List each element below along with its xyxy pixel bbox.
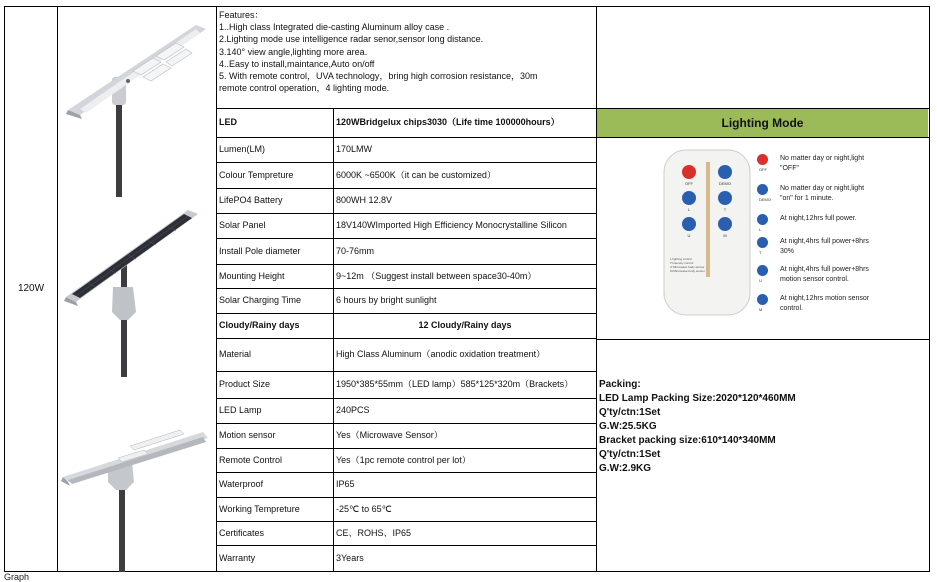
lighting-mode-item bbox=[760, 237, 925, 263]
spec-value: Yes（1pc remote control per lot） bbox=[336, 454, 471, 465]
spec-value: CE、ROHS、IP65 bbox=[336, 527, 412, 538]
spec-label: Solar Panel bbox=[219, 220, 266, 230]
spec-value: 6 hours by bright sunlight bbox=[336, 295, 437, 305]
spec-label: LED bbox=[219, 117, 237, 127]
packing-line: Packing: bbox=[599, 379, 641, 390]
mode-description-line: "OFF" bbox=[780, 165, 799, 172]
spec-label: Solar Charging Time bbox=[219, 295, 302, 305]
sensor-icon bbox=[757, 265, 768, 276]
spec-value: 9~12m （Suggest install between space30-40m） bbox=[336, 270, 537, 281]
mode-description-line: motion sensor control. bbox=[780, 276, 849, 283]
remote-button-label: T bbox=[723, 207, 727, 212]
remote-button-label: L bbox=[687, 207, 691, 212]
packing-line: Q'ty/ctn:1Set bbox=[599, 407, 661, 418]
spec-value: 120WBridgelux chips3030（Life time 100000hours） bbox=[336, 117, 560, 127]
mode-icon-caption: U bbox=[759, 278, 762, 283]
moon-m-icon bbox=[757, 294, 768, 305]
feature-line: 4..Easy to install,maintance,Auto on/off bbox=[219, 58, 375, 69]
spec-label: Mounting Height bbox=[219, 270, 285, 281]
power-icon bbox=[757, 154, 768, 165]
lighting-mode-item bbox=[760, 294, 925, 320]
mode-description-line: At night,4hrs full power+8hrs bbox=[780, 238, 869, 245]
spec-label: Install Pole diameter bbox=[219, 245, 301, 256]
spec-label: Colour Tempreture bbox=[219, 169, 294, 180]
spec-value: IP65 bbox=[336, 479, 355, 489]
spec-label: Warranty bbox=[219, 552, 256, 563]
spec-label: Product Size bbox=[219, 379, 271, 389]
remote-button[interactable] bbox=[718, 217, 732, 231]
mode-description-line: 30% bbox=[780, 248, 795, 255]
packing-line: Bracket packing size:610*140*340MM bbox=[599, 435, 776, 446]
feature-line: 2.Lighting mode use intelligence radar senor,sensor long distance. bbox=[219, 34, 484, 45]
solar-panel-image bbox=[58, 202, 216, 377]
spec-value: 800WH 12.8V bbox=[336, 195, 393, 205]
remote-button[interactable] bbox=[682, 191, 696, 205]
lamp-underside-image bbox=[58, 382, 216, 572]
footer-text: Graph bbox=[4, 572, 30, 582]
feature-line: 1..High class Integrated die-casting Aluminum alloy case . bbox=[219, 22, 450, 33]
spec-value: 1950*385*55mm（LED lamp）585*125*320m（Brackets） bbox=[336, 379, 574, 389]
remote-button[interactable] bbox=[682, 165, 696, 179]
mode-icon-caption: OFF bbox=[759, 167, 767, 172]
spec-label: Lumen(LM) bbox=[219, 144, 266, 154]
features-heading: Features： bbox=[219, 10, 264, 20]
wattage-label: 120W bbox=[17, 283, 45, 294]
spec-label: Material bbox=[219, 349, 252, 359]
packing-line: LED Lamp Packing Size:2020*120*460MM bbox=[599, 393, 796, 404]
mode-icon-caption: M bbox=[759, 307, 763, 312]
spec-value: Yes（Microwave Sensor） bbox=[336, 430, 443, 440]
mode-description-line: No matter day or night,light bbox=[780, 185, 865, 192]
lighting-mode-header: Lighting Mode bbox=[597, 109, 928, 137]
spec-value: High Class Aluminum（anodic oxidation treatment） bbox=[336, 349, 546, 359]
moon-icon bbox=[757, 214, 768, 225]
remote-button-label: M bbox=[723, 233, 727, 238]
mode-description-line: "on" for 1 minute. bbox=[780, 195, 834, 202]
packing-line: G.W:2.9KG bbox=[599, 463, 652, 474]
spec-label: LifePO4 Battery bbox=[219, 195, 283, 205]
lighting-mode-item bbox=[760, 184, 925, 210]
mode-description-line: No matter day or night,light bbox=[780, 155, 865, 162]
spec-value: 12 Cloudy/Rainy days bbox=[418, 320, 512, 330]
remote-button-label: OFF bbox=[685, 181, 693, 186]
spec-label: Waterproof bbox=[219, 479, 264, 489]
spec-label: Working Tempreture bbox=[219, 503, 300, 514]
remote-button[interactable] bbox=[718, 191, 732, 205]
moon-t-icon bbox=[757, 237, 768, 248]
feature-line: 3.140° view angle,lighting more area. bbox=[219, 46, 368, 57]
street-light-image bbox=[58, 7, 216, 197]
features-section bbox=[219, 9, 595, 94]
mode-description-line: control. bbox=[780, 305, 803, 312]
spec-value: 170LMW bbox=[336, 144, 373, 154]
packing-info bbox=[599, 378, 796, 476]
spec-label: Motion sensor bbox=[219, 430, 276, 440]
spec-label: Cloudy/Rainy days bbox=[219, 320, 300, 330]
spec-value: 6000K ~6500K（it can be customized） bbox=[336, 169, 496, 180]
spec-value: 240PCS bbox=[336, 405, 370, 415]
mode-description-line: At night,12hrs motion sensor bbox=[780, 295, 870, 302]
remote-button[interactable] bbox=[682, 217, 696, 231]
remote-note-line: U:Microwave body sensor bbox=[670, 265, 705, 269]
play-icon bbox=[757, 184, 768, 195]
spec-label: Certificates bbox=[219, 527, 265, 538]
mode-description-line: At night,12hrs full power. bbox=[780, 215, 857, 222]
mode-icon-caption: DEMO bbox=[759, 197, 771, 202]
mode-icon-caption: L bbox=[759, 227, 762, 232]
spec-label: LED Lamp bbox=[219, 405, 262, 415]
remote-note-line: M:Microwave body sensor bbox=[670, 269, 705, 273]
packing-line: G.W:25.5KG bbox=[599, 421, 657, 432]
spec-value: -25℃ to 65℃ bbox=[336, 503, 392, 514]
feature-line: 5. With remote control，UVA technology，bring high corrosion resistance，30m bbox=[219, 71, 538, 82]
remote-note-line: L:lighting control bbox=[670, 257, 692, 261]
remote-button-label: DEMO bbox=[719, 181, 731, 186]
remote-button[interactable] bbox=[718, 165, 732, 179]
remote-button-label: U bbox=[687, 233, 691, 238]
lighting-mode-item bbox=[760, 265, 925, 291]
mode-description-line: At night,4hrs full power+8hrs bbox=[780, 266, 869, 273]
packing-line: Q'ty/ctn:1Set bbox=[599, 449, 661, 460]
spec-value: 3Years bbox=[336, 552, 364, 563]
spec-label: Remote Control bbox=[219, 454, 283, 465]
feature-line: remote control operation，4 lighting mode. bbox=[219, 83, 390, 94]
spec-value: 70-76mm bbox=[336, 245, 375, 256]
remote-note-line: T:Intensity control bbox=[670, 261, 694, 265]
lighting-mode-item bbox=[760, 154, 925, 180]
mode-icon-caption: T bbox=[759, 250, 762, 255]
remote-control-image bbox=[662, 148, 752, 318]
product-image-column bbox=[58, 7, 216, 571]
spec-value: 18V140WImported High Efficiency Monocrystalline Silicon bbox=[336, 220, 567, 230]
